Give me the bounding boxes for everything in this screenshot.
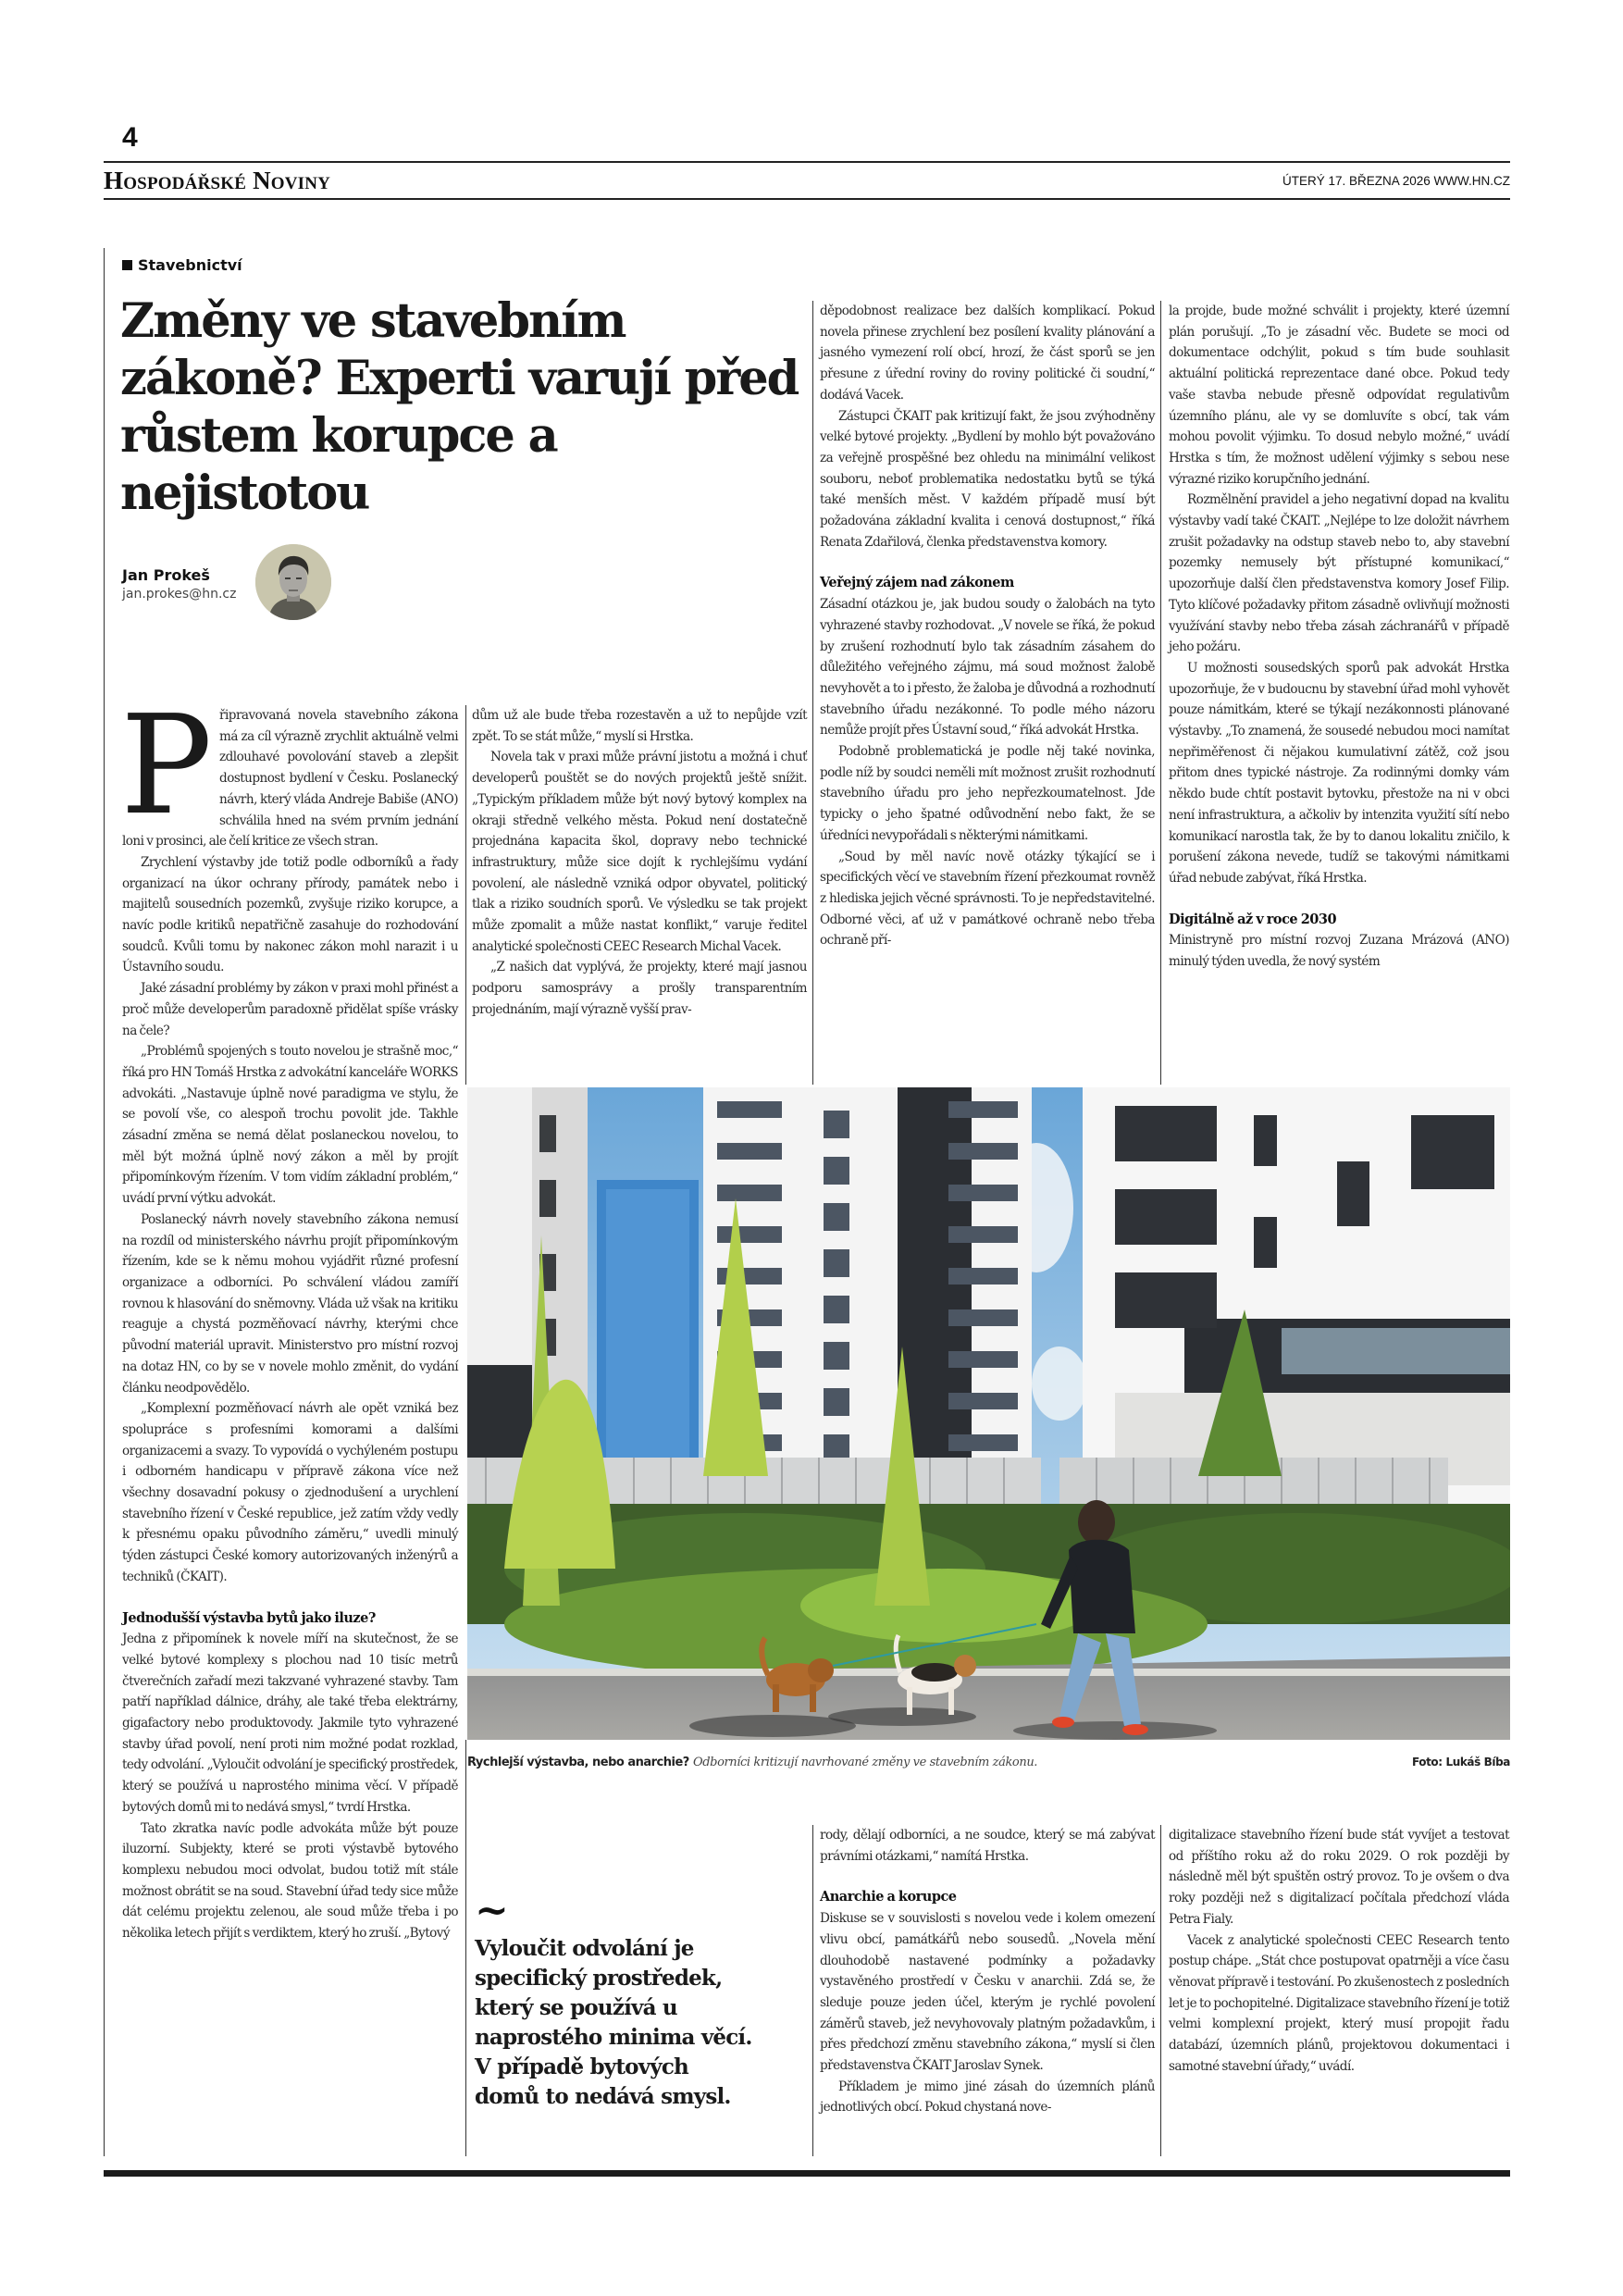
column-rule-3 bbox=[1160, 301, 1161, 1085]
subhead: Veřejný zájem nad zákonem bbox=[820, 575, 1014, 591]
paragraph: U možnosti sousedských sporů pak advokát Hrstka upozorňuje, že v budoucnu by stavební úřad mohl vyhovět pouze námitkám, které se týkají nezákonnosti plánované výstavby. „To znamená, že sousedé nebudou moci namítat nepřiměřenost či nějakou kumulativní zátěž, což jsou přitom dnes typické nástroje. Za rodinnými domky vám někdo bude chtít postavit bytovku, přestože na ni v obci není infrastruktura, a ačkoliv by intenzita využití sítí nebo komunikací narostla tak, že by to danou lokalitu zničilo, k porušení zákona nevede, tudíž se takovými námitkami úřad nebude zabývat, říká Hrstka. bbox=[1169, 660, 1509, 886]
column-rule-1b bbox=[465, 1740, 466, 2156]
subhead: Anarchie a korupce bbox=[820, 1889, 957, 1905]
paragraph: Jaké zásadní problémy by zákon v praxi mohl přinést a proč může developerům paradoxně přidělat spíše vrásky na čele? bbox=[122, 981, 458, 1038]
paragraph: „Z našich dat vyplývá, že projekty, které mají jasnou podporu samosprávy a prošly transparentním projednáním, mají výrazně vyšší prav- bbox=[472, 960, 807, 1017]
paragraph: Poslanecký návrh novely stavebního zákona nemusí na rozdíl od ministerského návrhu projít připomínkovým řízením, kde se k němu mohou vyjádřit různé profesní organizace a odborníci. Po schválení vládou zamíří rovnou k hlasování do sněmovny. Vláda už však na kritiku reaguje a chystá pozměňovací návrhy, kterými chce původní materiál upravit. Ministerstvo pro místní rozvoj na dotaz HN, co by se v novele mohlo změnit, do vydání článku neodpovědělo. bbox=[122, 1211, 458, 1396]
paragraph: Rozmělnění pravidel a jeho negativní dopad na kvalitu výstavby vadí také ČKAIT. „Nejlépe to lze doložit návrhem zrušit požadavky na odstup staveb nebo to, aby stavební pozemky nemusely být přístupné komunikací,“ upozorňuje další člen představenstva komory Josef Filip. Tyto klíčové požadavky přitom zásadně ovlivňují možnosti využívání stavby nebo třeba zásah záchranářů v případě jeho požáru. bbox=[1169, 492, 1509, 655]
column-rule-2b bbox=[812, 1825, 813, 2156]
paragraph: „Komplexní pozměňovací návrh ale opět vzniká bez spolupráce s profesními komorami a dalšími organizacemi a svazy. To vypovídá o vychýleném postupu i odborném handicapu v přípravě zákona více než všechny dosavadní pokusy o zjednodušení a urychlení stavebního řízení v České republice, jež zatím vždy vedly k přesnému opaku původního záměru,“ uvedli minulý týden zástupci České komory autorizovaných inženýrů a techniků (ČKAIT). bbox=[122, 1401, 458, 1584]
author-name: Jan Prokeš bbox=[122, 566, 210, 584]
photo-credit: Foto: Lukáš Bíba bbox=[1411, 1756, 1510, 1769]
paragraph: dům už ale bude třeba rozestavěn a už to nepůjde vzít zpět. To se stát může,“ myslí si Hrstka. bbox=[472, 708, 807, 744]
drop-cap: P bbox=[120, 686, 213, 845]
author-avatar bbox=[255, 544, 331, 620]
paragraph: Zrychlení výstavby jde totiž podle odborníků a řady organizací na úkor ochrany přírody, památek nebo i majitelů sousedních pozemků, zvyšuje riziko korupce, a navíc podle kritiků nepatřičně zasahuje do rozhodování soudců. Kvůli tomu by nakonec zákon mohl narazit i u Ústavního soudu. bbox=[122, 854, 458, 975]
pullquote-tilde-icon: ~ bbox=[475, 1887, 509, 1934]
pullquote: Vyloučit odvolání je specifický prostředek, který se používá u naprostého minima věcí. V případě bytových domů to nedává smysl. bbox=[475, 1936, 752, 2109]
column-2-top bbox=[472, 705, 807, 1021]
column-4-bottom bbox=[1169, 1825, 1509, 2077]
paragraph: Tato zkratka navíc podle advokáta může být pouze iluzorní. Subjekty, které se proti výstavbě bytového komplexu nebudou moci odvolat, budou totiž mít stále možnost obrátit se na soud. Stavební úřad tedy sice může dát celému projektu zelenou, ale soud může třeba i po několika letech přijít s verdiktem, který ho zruší. „Bytový bbox=[122, 1820, 458, 1942]
caption-title: Rychlejší výstavba, nebo anarchie? bbox=[467, 1756, 689, 1769]
paragraph: la projde, bude možné schválit i projekty, které územní plán porušují. „To je zásadní věc. Budete se moci od dokumentace odchýlit, pokud s tím bude souhlasit aktuální politická reprezentace dané obce. Pokud tedy vaše stavba nebude přesně odpovídat regulativům územního plánu, ale vy se domluvíte s obcí, tak vám mohou povolit výjimku. To dosud nebylo možné,“ uvádí Hrstka s tím, že možnost udělení výjimky s sebou nese výrazné riziko korupčního jednání. bbox=[1169, 304, 1509, 487]
page-number: 4 bbox=[122, 122, 138, 153]
lead-paragraph: Připravovaná novela stavebního zákona má za cíl výrazně zrychlit aktuálně velmi zdlouhavé povolování staveb a zlepšit dostupnost bydlení v Česku. Poslanecký návrh, který vláda Andreje Babiše (ANO) schválila hned na svém prvním jednání loni v prosinci, ale čelí kritice ze všech stran. bbox=[120, 686, 458, 850]
article-left-rule bbox=[104, 248, 105, 2156]
paragraph: Vacek z analytické společnosti CEEC Research tento postup chápe. „Stát chce postupovat opatrněji a více času věnovat přípravě i testování. Po zkušenostech z posledních let je to pochopitelné. Digitalizace stavebního řízení je totiž velmi komplexní projekt, který musí propojit řadu databází, územních plánů, projektovou dokumentaci i samotné stavební úřady,“ uvádí. bbox=[1169, 1932, 1509, 2074]
column-3-bottom bbox=[820, 1825, 1155, 2118]
column-1 bbox=[120, 686, 458, 1944]
paragraph: Zástupci ČKAIT pak kritizují fakt, že jsou zvýhodněny velké bytové projekty. „Bydlení by mohlo být považováno za veřejně prospěšné bez ohledu na minimální velikost souboru, neboť problematika nedostatku bytů se týká také menších měst. V každém případě musí být požadována základní kvalita i cenová dostupnost,“ říká Renata Zdařilová, členka představenstva komory. bbox=[820, 408, 1155, 550]
paragraph: Jedna z připomínek k novele míří na skutečnost, že se velké bytové komplexy s plochou nad 10 tisíc metrů čtverečních zařadí mezi takzvané vyhrazené stavby. Tam patří například dálnice, dráhy, ale také třeba elektrárny, gigafactory nebo produktovody. Jakmile tyto vyhrazené stavby úřad povolí, není proti nim možné podat rozklad, tedy odvolání. „Vyloučit odvolání je specifický prostředek, který se používá u naprostého minima věcí. V případě bytových domů mi to nedává smysl,“ tvrdí Hrstka. bbox=[122, 1632, 458, 1815]
section-tag bbox=[122, 256, 242, 274]
column-3-top bbox=[820, 301, 1155, 951]
header-rule-bottom bbox=[104, 198, 1510, 200]
column-rule-2 bbox=[812, 301, 813, 1085]
paragraph: Zásadní otázkou je, jak budou soudy o žalobách na tyto vyhrazené stavby rozhodovat. „V novele se říká, že pokud by zrušení rozhodnutí bylo tak zásadním zásahem do důležitého veřejného zájmu, má soud možnost žalobě nevyhovět a to i přesto, že žaloba je důvodná a rozhodnutí stavebního úřadu nezákonné. To podle mého názoru nemůže projít přes Ústavní soud,“ říká advokát Hrstka. bbox=[820, 597, 1155, 738]
paragraph: digitalizace stavebního řízení bude stát vyvíjet a testovat od příštího roku až do roku 2029. O rok později by následně měl být spuštěn ostrý provoz. To je ovšem o dva roky později než s digitalizací počítala předchozí vláda Petra Fialy. bbox=[1169, 1828, 1509, 1927]
dateline: ÚTERÝ 17. BŘEZNA 2026 WWW.HN.CZ bbox=[1282, 174, 1510, 188]
paragraph: „Soud by měl navíc nově otázky týkající se i specifických věcí ve stavebním řízení přezkoumat rovněž z hlediska jejich věcné správnosti. To je nepředstavitelné. Odborné věci, ať už v památkové ochraně nebo třeba ochraně pří- bbox=[820, 849, 1155, 949]
paragraph: Podobně problematická je podle něj také novinka, podle níž by soudci neměli mít možnost zrušit rozhodnutí stavebního úřadu pro jeho nepřezkoumatelnost. Jde typicky o jeho špatné odůvodnění nebo fakt, že se úředníci nevypořádali s některými námitkami. bbox=[820, 744, 1155, 843]
headline: Změny ve stavebním zákoně? Experti varují před růstem korupce a nejistotou bbox=[120, 293, 799, 521]
paragraph: rody, dělají odborníci, a ne soudce, který se má zabývat právními otázkami,“ namítá Hrstka. bbox=[820, 1828, 1155, 1864]
paragraph: „Problémů spojených s touto novelou je strašně moc,“ říká pro HN Tomáš Hrstka z advokátní kanceláře WORKS advokáti. „Nastavuje úplně nové paradigma ve stylu, že se povolí vše, co alespoň trochu povolit jde. Takhle zásadní změna se nemá dělat poslaneckou novelou, to měl být možná úplně nový zákon a měl by projít připomínkovým řízením. V tom vidím základní problém,“ uvádí první výtku advokát. bbox=[122, 1044, 458, 1207]
masthead: Hospodářské Noviny bbox=[104, 167, 331, 194]
page-bottom-rule bbox=[104, 2170, 1510, 2177]
section-square-icon bbox=[122, 260, 132, 270]
header-rule-top bbox=[104, 161, 1510, 163]
column-rule-3b bbox=[1160, 1825, 1161, 2156]
paragraph: Ministryně pro místní rozvoj Zuzana Mrázová (ANO) minulý týden uvedla, že nový systém bbox=[1169, 933, 1509, 970]
caption-text: Odborníci kritizují navrhované změny ve stavebním zákonu. bbox=[692, 1756, 1038, 1769]
photo-apartment-buildings-dog-walk bbox=[467, 1087, 1510, 1740]
article-photo bbox=[467, 1087, 1510, 1740]
photo-caption bbox=[467, 1756, 1510, 1769]
author-portrait-icon bbox=[255, 544, 331, 620]
column-rule-1 bbox=[465, 705, 466, 1085]
paragraph: Diskuse se v souvislosti s novelou vede i kolem omezení vlivu obcí, památkářů nebo sousedů. „Novela mění dlouhodobě nastavené podmínky a požadavky vystavěného prostředí v Česku v anarchii. Zdá se, že sleduje pouze jeden účel, kterým je rychlé povolení záměrů staveb, jež nevyhovovaly platným požadavkům, i přes předchozí změnu stavebního zákona,“ myslí si člen představenstva ČKAIT Jaroslav Synek. bbox=[820, 1911, 1155, 2074]
paragraph: Příkladem je mimo jiné zásah do územních plánů jednotlivých obcí. Pokud chystaná nove- bbox=[820, 2079, 1155, 2116]
subhead: Digitálně až v roce 2030 bbox=[1169, 911, 1337, 927]
section-label: Stavebnictví bbox=[138, 256, 242, 274]
subhead: Jednodušší výstavba bytů jako iluze? bbox=[122, 1609, 376, 1626]
paragraph: děpodobnost realizace bez dalších komplikací. Pokud novela přinese zrychlení bez posílení kvality plánování a jasného vymezení rolí obcí, hrozí, že část sporů se jen přesune z úřední roviny do roviny politické či soudní,“ dodává Vacek. bbox=[820, 304, 1155, 403]
paragraph: Novela tak v praxi může právní jistotu a možná i chuť developerů pouštět se do nových projektů ještě snížit. „Typickým příkladem může být nový bytový komplex na okraji středně velkého města. Pokud není dostatečně projednána kapacita škol, dopravy nebo technické infrastruktury, může sice dojít k rychlejšímu vydání povolení, ale následně vzniká odpor obyvatel, politický tlak a riziko soudních sporů. Ve výsledku se tak projekt může zpomalit a může nastat konflikt,“ varuje ředitel analytické společnosti CEEC Research Michal Vacek. bbox=[472, 750, 807, 954]
author-email[interactable]: jan.prokes@hn.cz bbox=[122, 587, 237, 602]
column-4-top bbox=[1169, 301, 1509, 973]
